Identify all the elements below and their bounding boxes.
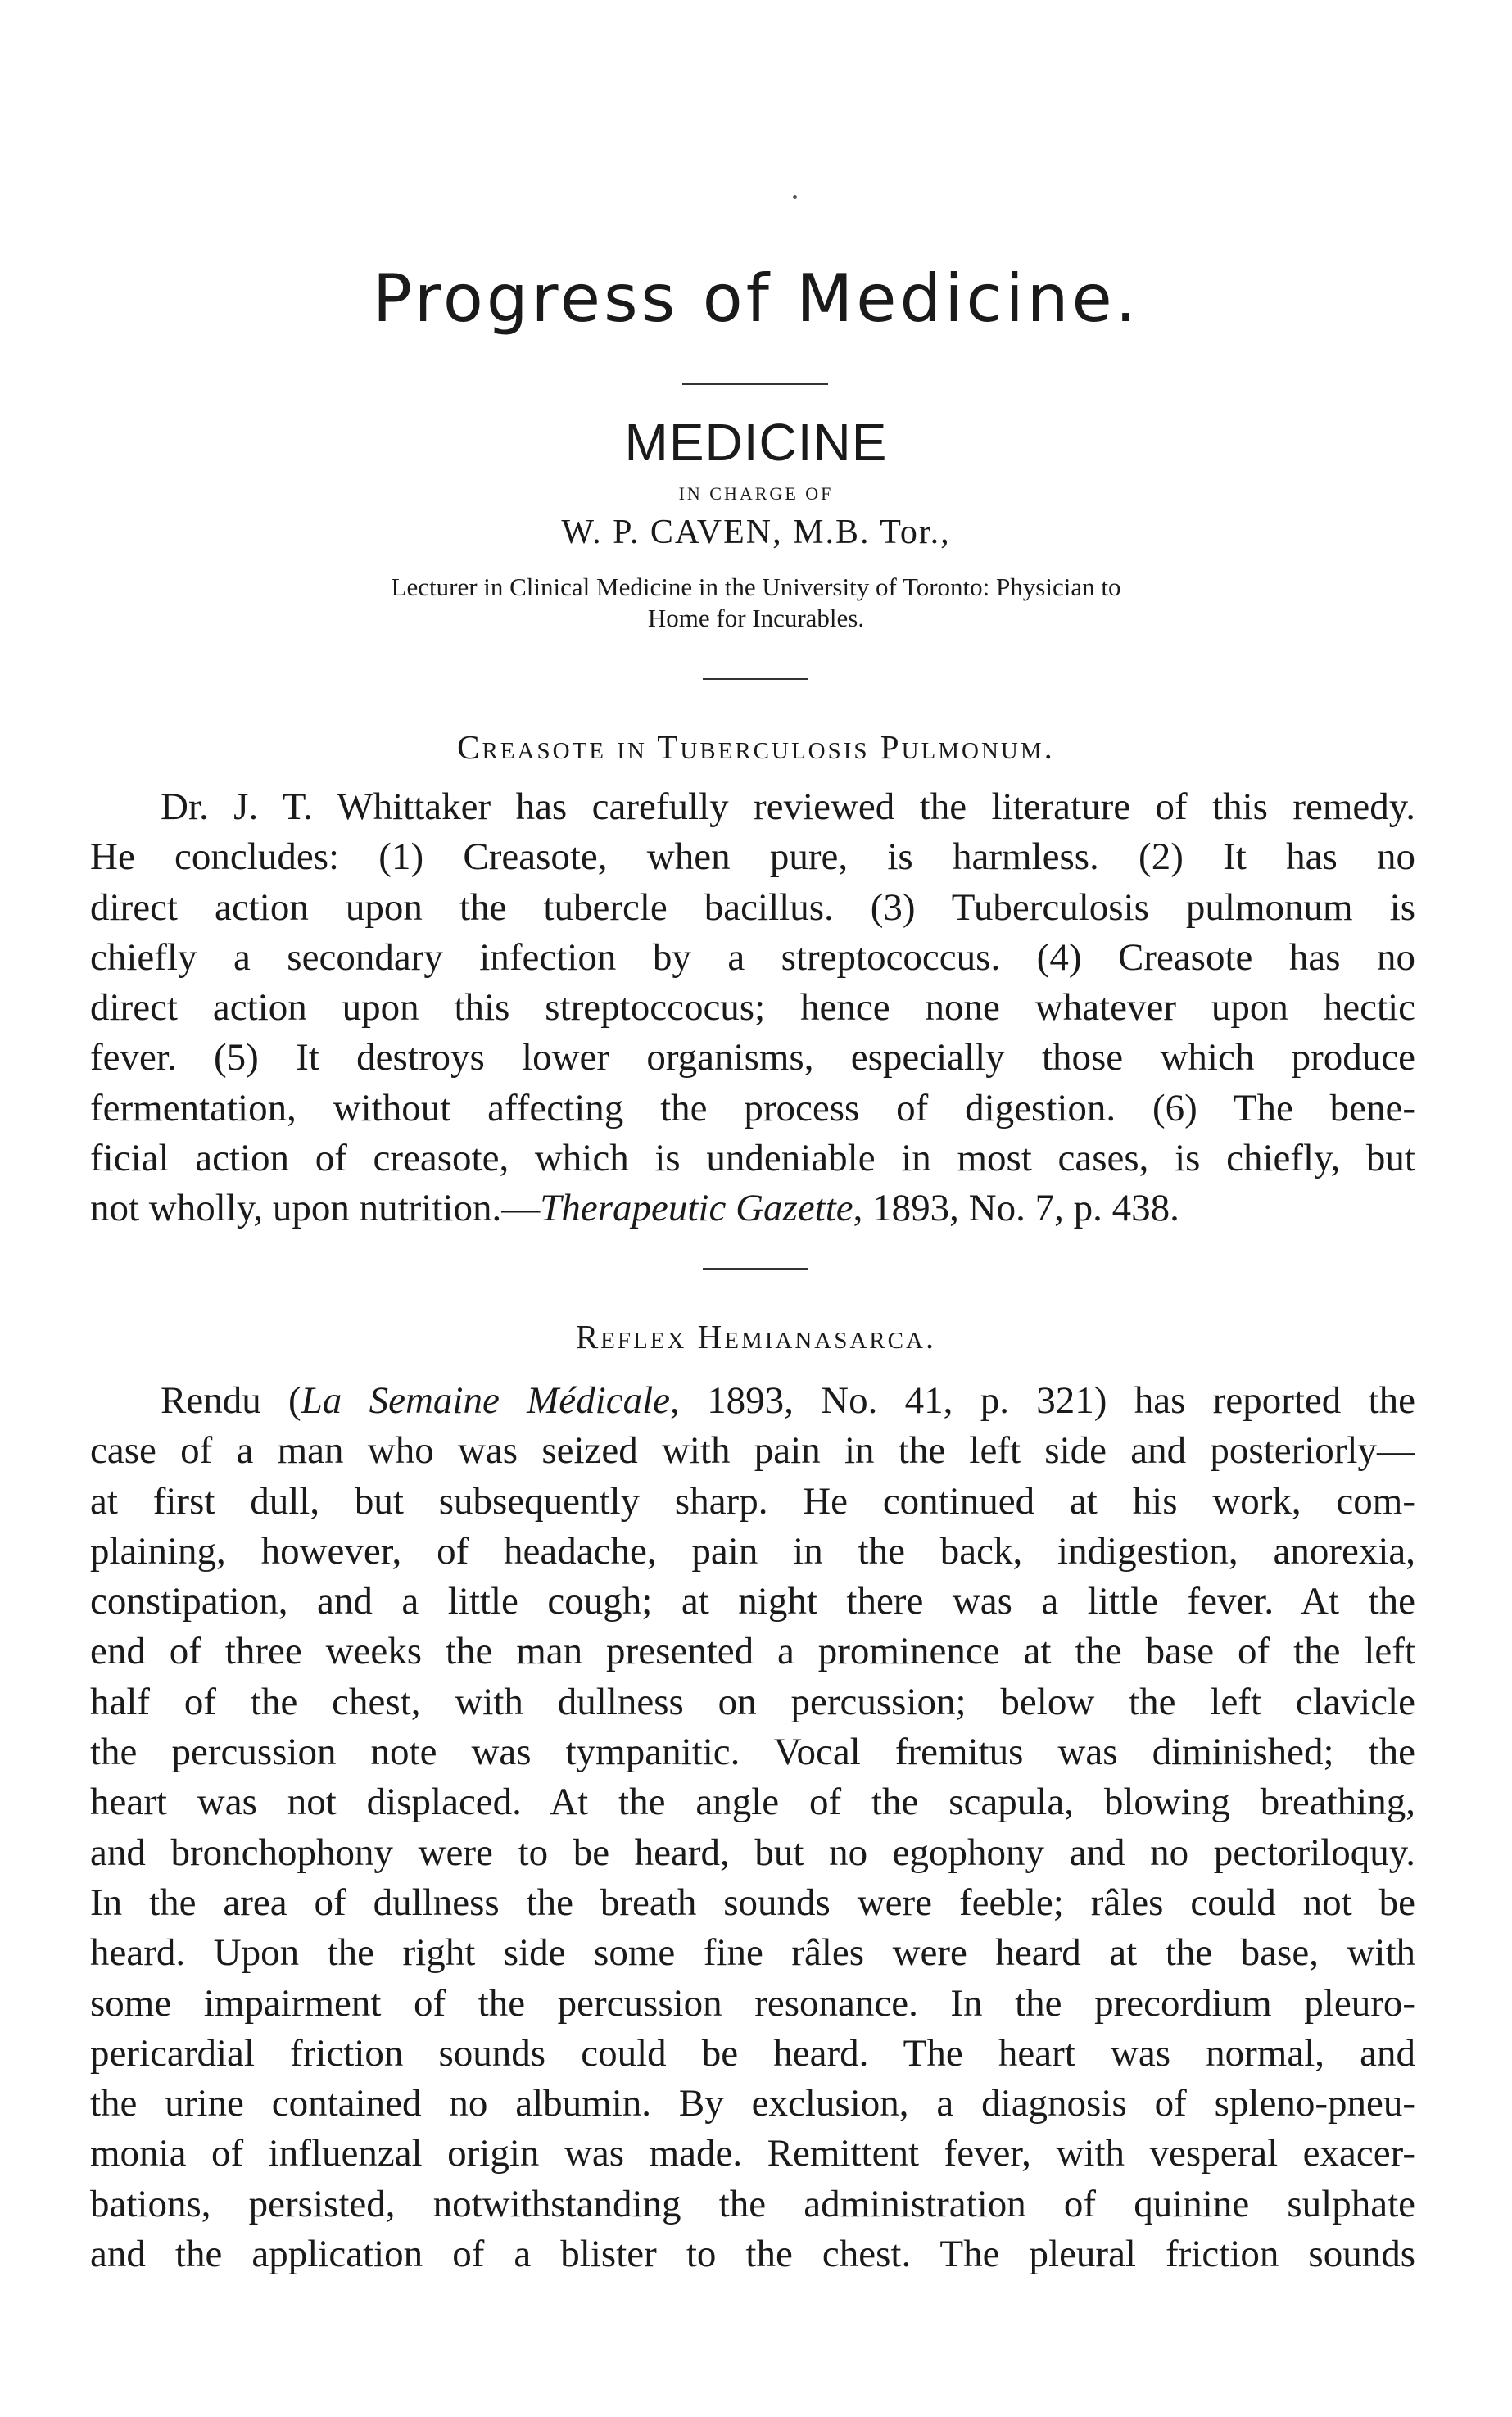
- department-title: MEDICINE: [624, 413, 888, 472]
- affiliation-line-1: Lecturer in Clinical Medicine in the University of Toronto: Physician to: [391, 573, 1121, 601]
- text-line: fermentation, without affecting the process of digestion. (6) The bene-: [90, 1086, 1415, 1129]
- section-heading-hemianasarca: Reflex Hemianasarca.: [575, 1318, 937, 1356]
- text-line: and bronchophony were to be heard, but no egophony and no pectoriloquy.: [90, 1831, 1415, 1874]
- text-line: end of three weeks the man presented a prominence at the base of the left: [90, 1630, 1415, 1673]
- speck-mark: [793, 195, 797, 199]
- text-line: He concludes: (1) Creasote, when pure, is harmless. (2) It has no: [90, 835, 1415, 879]
- text-line: case of a man who was seized with pain in the left side and posteriorly—: [90, 1429, 1415, 1473]
- editor-affiliation: [0, 572, 1512, 634]
- journal-citation: Therapeutic Gazette: [540, 1187, 853, 1230]
- journal-citation: La Semaine Médicale: [301, 1379, 671, 1422]
- text-line: Dr. J. T. Whittaker has carefully reviewed the literature of this remedy.: [161, 785, 1415, 828]
- text-line: heart was not displaced. At the angle of the scapula, blowing breathing,: [90, 1781, 1415, 1824]
- text-line: chiefly a secondary infection by a streptococcus. (4) Creasote has no: [90, 935, 1415, 979]
- header-divider: [703, 678, 808, 680]
- section-body-hemianasarca: [90, 1376, 1415, 2279]
- text-line-citation: [90, 1376, 1415, 1426]
- text-line: half of the chest, with dullness on percussion; below the left clavicle: [90, 1680, 1415, 1723]
- editor-name: W. P. CAVEN, M.B. Tor.,: [561, 514, 951, 551]
- text-line: heard. Upon the right side some fine râles were heard at the base, with: [90, 1931, 1415, 1975]
- text-line: the percussion note was tympanitic. Vocal fremitus was diminished; the: [90, 1731, 1415, 1774]
- text-line: and the application of a blister to the chest. The pleural friction sounds: [90, 2233, 1415, 2276]
- text-fragment: , 1893, No. 7, p. 438.: [853, 1187, 1179, 1230]
- text-line-citation: [90, 1184, 1415, 1233]
- title-divider: [682, 383, 828, 385]
- affiliation-line-2: Home for Incurables.: [647, 604, 865, 632]
- text-line: some impairment of the percussion resonance. In the precordium pleuro-: [90, 1981, 1415, 2025]
- journal-title: Progress of Medicine.: [372, 260, 1140, 337]
- text-line: ficial action of creasote, which is undeniable in most cases, is chiefly, but: [90, 1137, 1415, 1180]
- text-line: plaining, however, of headache, pain in the back, indigestion, anorexia,: [90, 1529, 1415, 1573]
- text-line: the urine contained no albumin. By exclusion, a diagnosis of spleno-pneu-: [90, 2082, 1415, 2125]
- in-charge-of-label: IN CHARGE OF: [678, 483, 834, 504]
- section-heading-creasote: Creasote in Tuberculosis Pulmonum.: [457, 728, 1055, 766]
- text-line: pericardial friction sounds could be heard. The heart was normal, and: [90, 2031, 1415, 2075]
- section-divider: [703, 1268, 808, 1270]
- text-fragment: not wholly, upon nutrition.—: [90, 1187, 541, 1230]
- text-line: monia of influenzal origin was made. Remittent fever, with vesperal exacer-: [90, 2132, 1415, 2175]
- section-body-creasote: [90, 782, 1415, 1234]
- text-fragment: , 1893, No. 41, p. 321) has reported the: [670, 1379, 1415, 1422]
- text-line: bations, persisted, notwithstanding the administration of quinine sulphate: [90, 2182, 1415, 2225]
- text-line: constipation, and a little cough; at night there was a little fever. At the: [90, 1580, 1415, 1623]
- text-line: fever. (5) It destroys lower organisms, especially those which produce: [90, 1036, 1415, 1080]
- text-fragment: Rendu (: [161, 1379, 301, 1422]
- text-line: direct action upon this streptoccocus; hence none whatever upon hectic: [90, 986, 1415, 1030]
- text-line: In the area of dullness the breath sounds were feeble; râles could not be: [90, 1881, 1415, 1924]
- text-line: direct action upon the tubercle bacillus. (3) Tuberculosis pulmonum is: [90, 885, 1415, 929]
- text-line: at first dull, but subsequently sharp. He continued at his work, com-: [90, 1479, 1415, 1523]
